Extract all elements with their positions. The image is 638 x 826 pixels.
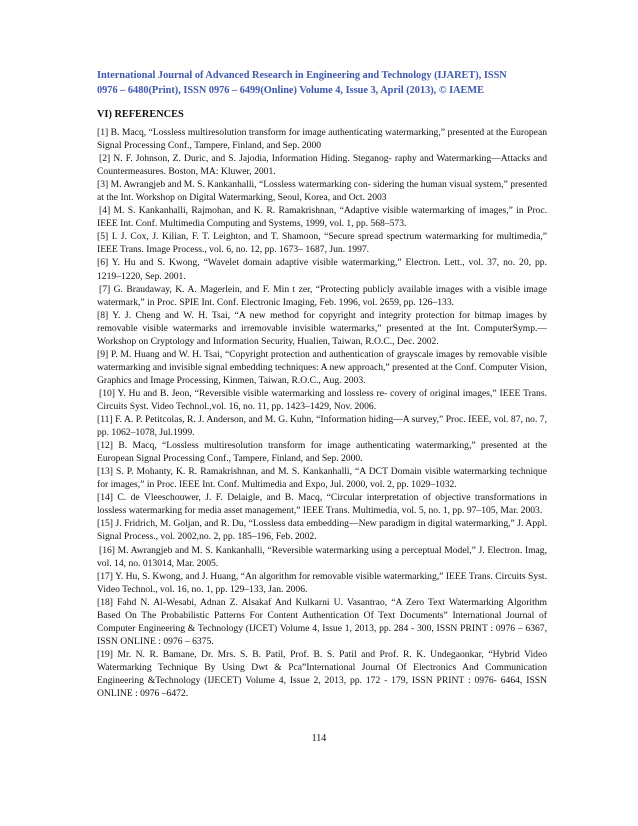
reference-item: [6] Y. Hu and S. Kwong, “Wavelet domain adaptive visible watermarking,” Electron. Lett., vol. 37, no. 20, pp. 1219–1220, Sep. 2001. bbox=[97, 257, 547, 282]
section-title: VI) REFERENCES bbox=[97, 109, 184, 120]
reference-item: [5] I. J. Cox, J. Kilian, F. T. Leighton, and T. Shamoon, “Secure spread spectrum watermarking for multimedia,” IEEE Trans. Image Process., vol. 6, no. 12, pp. 1673– 1687, Jun. 1997. bbox=[97, 231, 547, 256]
reference-item: [2] N. F. Johnson, Z. Duric, and S. Jajodia, Information Hiding. Steganog- raphy and Watermarking—Attacks and Countermeasures. Boston, MA: Kluwer, 2001. bbox=[97, 153, 547, 178]
reference-item: [11] F. A. P. Petitcolas, R. J. Anderson, and M. G. Kuhn, “Information hiding—A survey,” Proc. IEEE, vol. 87, no. 7, pp. 1062–1078, Jul.1999. bbox=[97, 414, 547, 439]
reference-item: [3] M. Awrangjeb and M. S. Kankanhalli, “Lossless watermarking con- sidering the human visual system,” presented at the Int. Workshop on Digital Watermarking, Seoul, Korea, and Oct. 2003 bbox=[97, 179, 547, 204]
reference-item: [4] M. S. Kankanhalli, Rajmohan, and K. R. Ramakrishnan, “Adaptive visible watermarking of images,” in Proc. IEEE Int. Conf. Multimedia Computing and Systems, 1999, vol. 1, pp. 568–573. bbox=[97, 205, 547, 230]
reference-item: [8] Y. J. Cheng and W. H. Tsai, “A new method for copyright and integrity protection for bitmap images by removable visible watermarks and irremovable invisible watermarks,” presented at the Int. ComputerSymp.—Workshop on Cryptology and Information Security, Hualien, Taiwan, R.O.C., Dec. 2002. bbox=[97, 309, 547, 347]
page-number: 114 bbox=[311, 733, 327, 744]
reference-item: [17] Y. Hu, S. Kwong, and J. Huang, “An algorithm for removable visible watermarking,” IEEE Trans. Circuits Syst. Video Technol., vol. 16, no. 1, pp. 129–133, Jan. 2006. bbox=[97, 570, 547, 595]
journal-header bbox=[97, 68, 547, 98]
reference-item: [14] C. de Vleeschouwer, J. F. Delaigle, and B. Macq, “Circular interpretation of objective transformations in lossless watermarking for media asset management,” IEEE Trans. Multimedia, vol. 5, no. 1, pp. 97–105, Mar. 2003. bbox=[97, 492, 547, 517]
reference-item: [13] S. P. Mohanty, K. R. Ramakrishnan, and M. S. Kankanhalli, “A DCT Domain visible watermarking technique for images,” in Proc. IEEE Int. Conf. Multimedia and Expo, Jul. 2000, vol. 2, pp. 1029–1032. bbox=[97, 466, 547, 491]
reference-list bbox=[97, 126, 547, 700]
reference-item: [10] Y. Hu and B. Jeon, “Reversible visible watermarking and lossless re- covery of original images,” IEEE Trans. Circuits Syst. Video Technol.,vol. 16, no. 11, pp. 1423–1429, Nov. 2006. bbox=[97, 387, 547, 412]
reference-item: [9] P. M. Huang and W. H. Tsai, “Copyright protection and authentication of grayscale images by removable visible watermarking and invisible signal embedding techniques: A new approach,” presented at the Conf. Computer Vision, Graphics and Image Processing, Kinmen, Taiwan, R.O.C., Aug. 2003. bbox=[97, 348, 547, 386]
reference-item: [7] G. Braudaway, K. A. Magerlein, and F. Min t zer, “Protecting publicly available images with a visible image watermark,” in Proc. SPIE Int. Conf. Electronic Imaging, Feb. 1996, vol. 2659, pp. 126–133. bbox=[97, 283, 547, 308]
reference-item: [12] B. Macq, “Lossless multiresolution transform for image authenticating watermarking,” presented at the European Signal Processing Conf., Tampere, Finland, and Sep. 2000. bbox=[97, 440, 547, 465]
journal-header-line-2: 0976 – 6480(Print), ISSN 0976 – 6499(Online) Volume 4, Issue 3, April (2013), © IAEME bbox=[97, 85, 484, 96]
reference-item: [1] B. Macq, “Lossless multiresolution transform for image authenticating watermarking,” presented at the European Signal Processing Conf., Tampere, Finland, and Sep. 2000 bbox=[97, 127, 547, 152]
reference-item: [18] Fahd N. Al-Wesabi, Adnan Z. Alsakaf And Kulkarni U. Vasantrao, “A Zero Text Watermarking Algorithm Based On The Probabilistic Patterns For Content Authentication Of Text Documents” International Journal of Computer Engineering & Technology (IJCET) Volume 4, Issue 1, 2013, pp. 284 - 300, ISSN PRINT : 0976 – 6367, ISSN ONLINE : 0976 – 6375. bbox=[97, 596, 547, 647]
journal-header-line-1: International Journal of Advanced Research in Engineering and Technology (IJARET), ISSN bbox=[97, 70, 507, 81]
reference-item: [16] M. Awrangjeb and M. S. Kankanhalli, “Reversible watermarking using a perceptual Model,” J. Electron. Imag, vol. 14, no. 013014, Mar. 2005. bbox=[97, 544, 547, 569]
reference-item: [15] J. Fridrich, M. Goljan, and R. Du, “Lossless data embedding—New paradigm in digital watermarking,” J. Appl. Signal Process., vol. 2002,no. 2, pp. 185–196, Feb. 2002. bbox=[97, 518, 547, 543]
reference-item: [19] Mr. N. R. Bamane, Dr. Mrs. S. B. Patil, Prof. B. S. Patil and Prof. R. K. Undegaonkar, “Hybrid Video Watermarking Technique By Using Dwt & Pca”International Journal Of Electronics And Communication Engineering &Technology (IJECET) Volume 4, Issue 2, 2013, pp. 172 - 179, ISSN PRINT : 0976- 6464, ISSN ONLINE : 0976 –6472. bbox=[97, 648, 547, 700]
